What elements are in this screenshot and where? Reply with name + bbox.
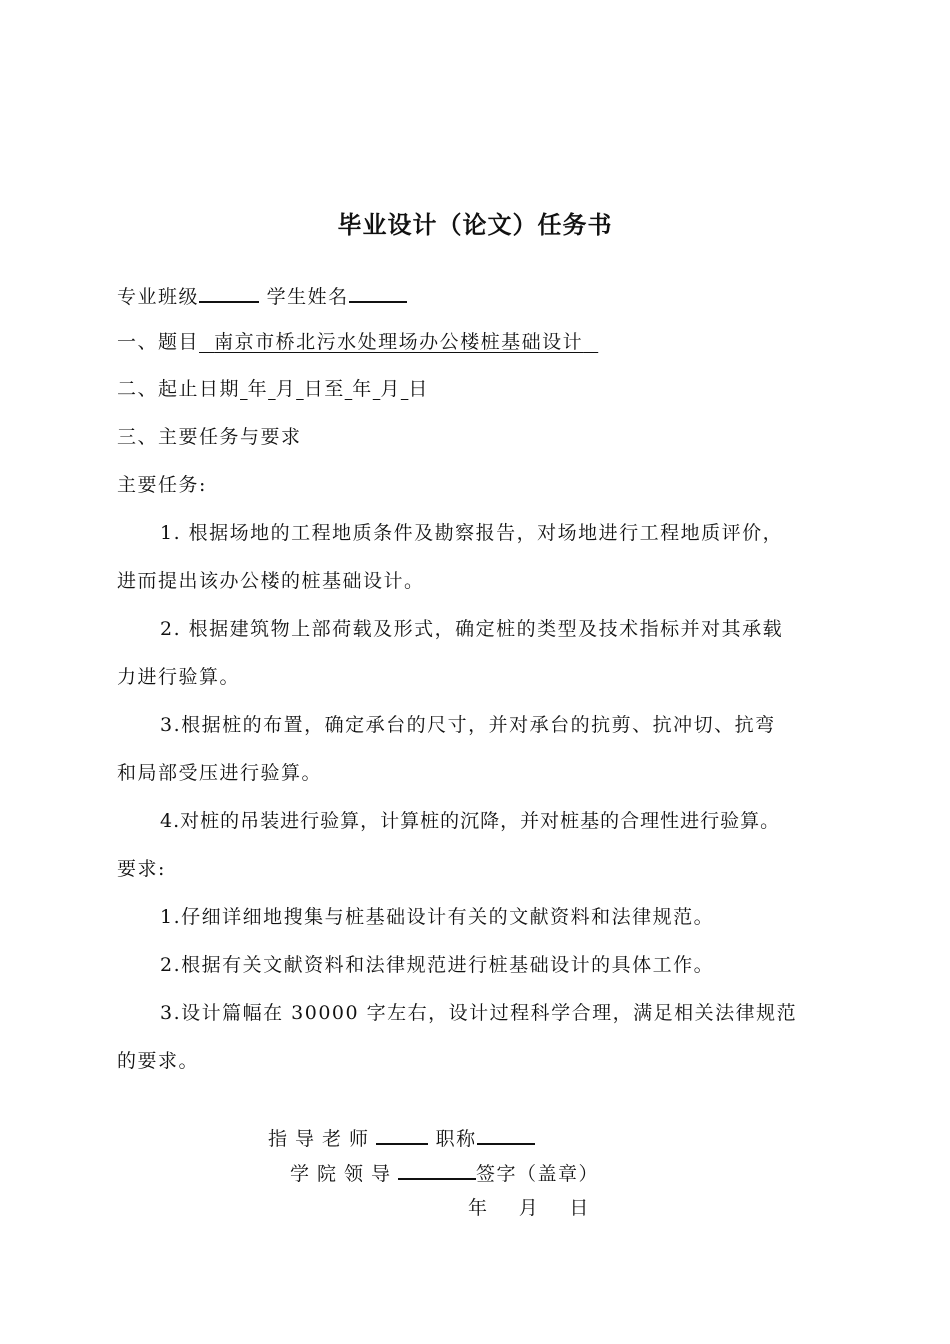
major-class-label: 专业班级 — [117, 286, 200, 308]
header-line — [117, 283, 837, 309]
sign-label: 签字（盖章） — [476, 1163, 600, 1185]
task-1-line2: 进而提出该办公楼的桩基础设计。 — [117, 570, 425, 592]
task-1-line1: 1. 根据场地的工程地质条件及勘察报告，对场地进行工程地质评价， — [160, 522, 784, 544]
topic-label: 一、题目 — [117, 331, 200, 353]
dean-blank[interactable] — [398, 1160, 476, 1180]
task-2-line1: 2. 根据建筑物上部荷载及形式，确定桩的类型及技术指标并对其承载 — [160, 618, 784, 640]
requirement-3-line2: 的要求。 — [117, 1050, 200, 1072]
task-3-line1: 3.根据桩的布置，确定承台的尺寸，并对承台的抗剪、抗冲切、抗弯 — [160, 714, 776, 736]
signature-date-line — [468, 1196, 590, 1220]
student-name-label: 学生姓名 — [266, 286, 349, 308]
dean-label: 学院领导 — [290, 1163, 399, 1185]
page-title: 毕业设计（论文）任务书 — [337, 210, 613, 239]
topic-value: 南京市桥北污水处理场办公楼桩基础设计 — [214, 331, 584, 353]
advisor-line — [268, 1125, 535, 1151]
task-2-line2: 力进行验算。 — [117, 666, 241, 688]
requirement-3-line1: 3.设计篇幅在 30000 字左右，设计过程科学合理，满足相关法律规范 — [160, 1002, 798, 1024]
topic-line — [117, 330, 837, 354]
dates-line: 二、起止日期 年 月 日至 年 月 日 — [117, 378, 429, 400]
task-3-line2: 和局部受压进行验算。 — [117, 762, 323, 784]
title-label: 职称 — [435, 1128, 477, 1150]
requirements-heading: 要求: — [117, 858, 166, 880]
section3-heading: 三、主要任务与要求 — [117, 426, 302, 448]
dean-line — [290, 1160, 599, 1186]
major-class-blank[interactable] — [199, 283, 259, 303]
student-name-blank[interactable] — [349, 283, 407, 303]
signature-date-month: 月 — [518, 1197, 540, 1219]
tasks-heading: 主要任务: — [117, 474, 207, 496]
title-blank[interactable] — [477, 1125, 535, 1145]
signature-date-day: 日 — [569, 1197, 590, 1219]
dates-label: 二、起止日期 — [117, 378, 241, 400]
advisor-label: 指导老师 — [268, 1128, 377, 1150]
task-4-line1: 4.对桩的吊装进行验算，计算桩的沉降，并对桩基的合理性进行验算。 — [160, 810, 781, 832]
requirement-2-line1: 2.根据有关文献资料和法律规范进行桩基础设计的具体工作。 — [160, 954, 715, 976]
signature-date-year: 年 — [468, 1197, 489, 1219]
requirement-1-line1: 1.仔细详细地搜集与桩基础设计有关的文献资料和法律规范。 — [160, 906, 715, 928]
advisor-blank[interactable] — [376, 1125, 428, 1145]
